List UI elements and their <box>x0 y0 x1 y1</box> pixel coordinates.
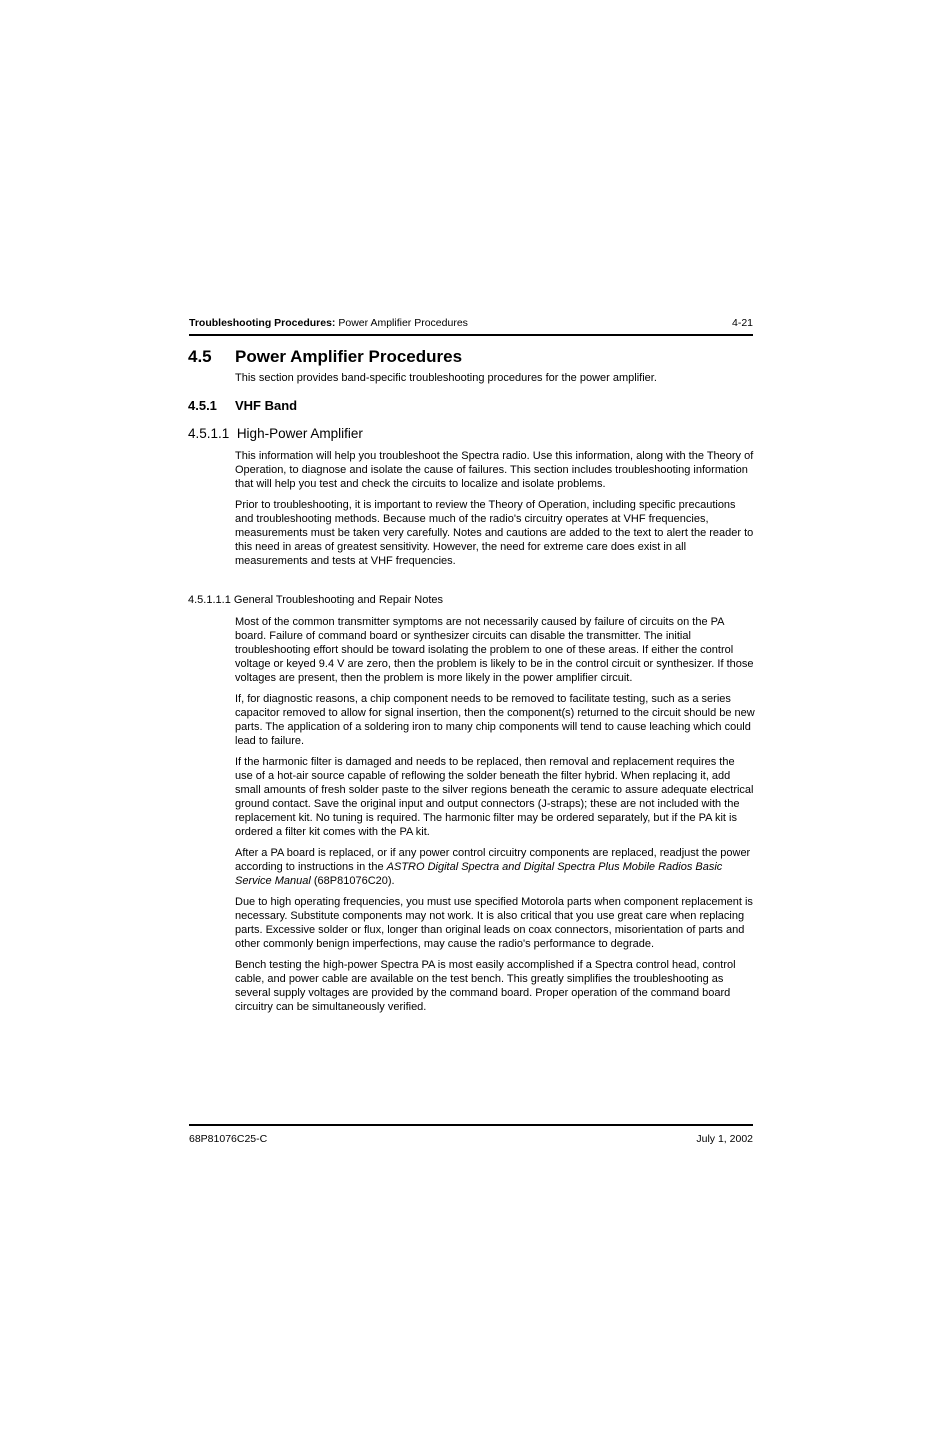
header-section-rest: Power Amplifier Procedures <box>335 317 468 329</box>
footer-date: July 1, 2002 <box>696 1133 753 1145</box>
paragraph-with-manual-reference <box>235 846 755 888</box>
section-2-body <box>235 615 755 1021</box>
paragraph: Most of the common transmitter symptoms are not necessarily caused by failure of circuits on the PA board. Failure of command board or synthesizer circuits can disable the transmitter. The initial troubleshooting effort should be toward isolating the problem to one of these areas. If either the control voltage or keyed 9.4 V are zero, then the problem is likely to be in the control circuit or synthesizer. If those voltages are present, then the problem is more likely in the power amplifier circuit. <box>235 616 754 684</box>
heading-1-title: Power Amplifier Procedures <box>235 347 463 366</box>
heading-1-number: 4.5 <box>188 347 212 366</box>
paragraph: Due to high operating frequencies, you must use specified Motorola parts when component replacement is necessary. Substitute components may not work. It is also critical that you use great care when replacing parts. Excessive solder or flux, longer than original leads on coax connectors, misorientation of parts and other commonly benign imperfections, may cause the radio's performance to degrade. <box>235 896 753 950</box>
manual-title: ASTRO Digital Spectra and Digital Spectra Plus Mobile Radios Basic Service Manual <box>235 861 723 887</box>
heading-4-title: General Troubleshooting and Repair Notes <box>233 594 444 606</box>
page-header <box>189 317 753 329</box>
heading-2-number: 4.5.1 <box>188 398 217 413</box>
heading-2-title: VHF Band <box>235 398 298 413</box>
page-footer <box>189 1133 753 1145</box>
header-rule <box>189 334 753 336</box>
heading-3-title: High-Power Amplifier <box>236 426 363 441</box>
section-1-body <box>235 449 755 575</box>
footer-rule <box>189 1124 753 1126</box>
heading-level-2 <box>188 398 297 413</box>
header-section-title <box>189 317 468 329</box>
heading-level-1 <box>188 347 462 367</box>
header-page-number: 4-21 <box>731 317 753 329</box>
paragraph: Prior to troubleshooting, it is important to review the Theory of Operation, including specific precautions and troubleshooting methods. Because much of the radio's circuitry operates at VHF frequencies, measurements must be taken very carefully. Notes and cautions are added to the text to alert the reader to this need in areas of greatest sensitivity. However, the need for extreme care does exist in all measurements and tests at VHF frequencies. <box>235 499 754 567</box>
heading-level-4 <box>188 594 443 606</box>
paragraph: Bench testing the high-power Spectra PA is most easily accomplished if a Spectra control head, control cable, and power cable are available on the test bench. This greatly simplifies the troubleshooting as several supply voltages are provided by the command board. Proper operation of the command board circuitry can be simultaneously verified. <box>235 959 736 1013</box>
header-section-bold: Troubleshooting Procedures: <box>189 317 336 329</box>
heading-4-number: 4.5.1.1.1 <box>188 594 231 606</box>
paragraph: This information will help you troubleshoot the Spectra radio. Use this information, along with the Theory of Operation, to diagnose and isolate the cause of failures. This section includes troubleshooting information that will help you test and check the circuits to localize and isolate problems. <box>235 450 754 490</box>
heading-3-number: 4.5.1.1 <box>188 426 230 441</box>
heading-level-3 <box>188 426 363 441</box>
paragraph-text: After a PA board is replaced, or if any power control circuitry components are replaced, readjust the power according to instructions in the <box>235 847 751 873</box>
paragraph: If, for diagnostic reasons, a chip component needs to be removed to facilitate testing, such as a series capacitor removed to allow for signal insertion, then the component(s) returned to the circuit should be new parts. The application of a soldering iron to many chip components will tend to cause leaching which could lead to failure. <box>235 693 755 747</box>
paragraph-text: (68P81076C20). <box>310 875 395 887</box>
section-intro: This section provides band-specific troubleshooting procedures for the power amplifier. <box>235 372 657 384</box>
footer-doc-number: 68P81076C25-C <box>189 1133 268 1145</box>
paragraph: If the harmonic filter is damaged and needs to be replaced, then removal and replacement requires the use of a hot-air source capable of reflowing the solder beneath the filter hybrid. When replacing it, add small amounts of fresh solder paste to the silver regions beneath the ceramic to assure adequate electrical ground contact. Save the original input and output connectors (J-straps); these are not included with the replacement kit. No tuning is required. The harmonic filter may be ordered separately, but if the PA kit is ordered a filter kit comes with the PA kit. <box>235 756 754 838</box>
